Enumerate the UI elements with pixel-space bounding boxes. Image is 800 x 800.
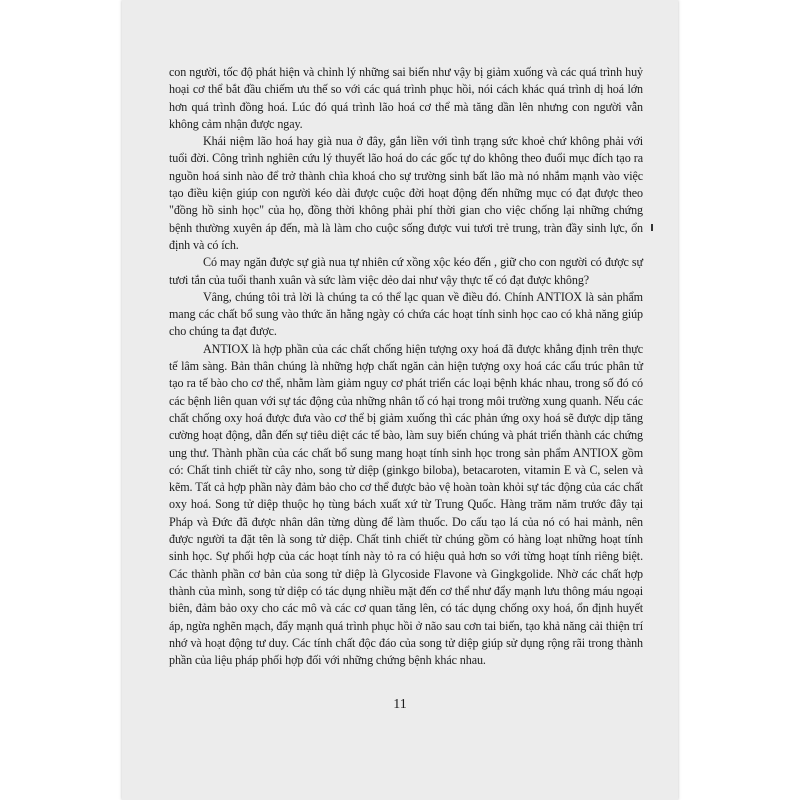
page-body-text [169, 64, 643, 669]
paragraph-1: con người, tốc độ phát hiện và chỉnh lý những sai biến như vậy bị giảm xuống và các quá trình huỷ hoại cơ thể bắt đầu chiếm ưu thế so với các quá trình phục hồi, nói cách khác quá trình dị hoá lớn hơn quá trình đồng hoá. Lúc đó quá trình lão hoá cơ thể mà tăng dần lên nhưng con người vẫn không cảm nhận được ngay. [169, 65, 643, 131]
paragraph-5: ANTIOX là hợp phần của các chất chống hiện tượng oxy hoá đã được khẳng định trên thực tế lâm sàng. Bản thân chúng là những hợp chất ngăn cản hiện tượng oxy hoá các cấu trúc phân tử tạo ra tế bào cho cơ thể, nhằm làm giảm nguy cơ phát triển các loại bệnh khác nhau, trong số đó có các bệnh liên quan với sự tác động của những nhân tố có hại trong môi trường xung quanh. Nếu các chất chống oxy hoá được đưa vào cơ thể bị giảm xuống thì các phản ứng oxy hoá sẽ được dịp tăng cường hoạt động, dẫn đến sự tiêu diệt các tế bào, làm suy biến chúng và phát triển thành các chứng ung thư. Thành phần của các chất bổ sung mang hoạt tính sinh học trong sản phẩm ANTIOX gồm có: Chất tinh chiết từ cây nho, song tử diệp (ginkgo biloba), betacaroten, vitamin E và C, selen và kẽm. Tất cả hợp phần này đảm bảo cho cơ thể được bảo vệ hoàn toàn khỏi sự tác động của các chất oxy hoá. Song tử diệp thuộc họ tùng bách xuất xứ từ Trung Quốc. Hàng trăm năm trước đây tại Pháp và Đức đã được nhân dân từng dùng để làm thuốc. Do cấu tạo lá của nó có hai mảnh, nên được người ta đặt tên là song tử diệp. Chất tinh chiết từ chúng gồm có hàng loạt những hoạt tính sinh học. Sự phối hợp của các hoạt tính này tỏ ra có hiệu quả hơn so với từng hoạt tính riêng biệt. Các thành phần cơ bản của song tử diệp là Glycoside Flavone và Gingkgolide. Nhờ các chất hợp thành của mình, song tử diệp có tác dụng nhiều mặt đến cơ thể như đẩy mạnh lưu thông máu ngoại biên, đảm bảo oxy cho các mô và các cơ quan tăng lên, có tác dụng chống oxy hoá, ổn định huyết áp, ngừa nghẽn mạch, đẩy mạnh quá trình phục hồi ở não sau cơn tai biến, tạo khả năng cải thiện trí nhớ và hoạt động tư duy. Các tính chất độc đáo của song tử diệp giúp sử dụng rộng rãi trong thành phần của liệu pháp phối hợp đối với những chứng bệnh khác nhau. [169, 341, 643, 668]
page-number: 11 [393, 697, 407, 712]
paragraph-2: Khái niệm lão hoá hay già nua ở đây, gắn liền với tình trạng sức khoẻ chứ không phải với tuổi đời. Công trình nghiên cứu lý thuyết lão hoá do các gốc tự do không theo đuổi mục đích tạo ra nguồn hoá sinh nào để trở thành chìa khoá cho sự trường sinh bất lão mà nó nhắm mạnh vào việc tạo điều kiện giúp con người kéo dài được cuộc đời hoạt động đến những mục có đạt được theo "đồng hồ sinh học" của họ, đồng thời không phải phí thời gian cho việc chống lại những chứng bệnh thường xuyên áp đến, mà là làm cho cuộc sống được vui tươi trẻ trung, tràn đầy sinh lực, ổn định và có ích. [169, 134, 643, 252]
paragraph-4: Vâng, chúng tôi trả lời là chúng ta có thể lạc quan về điều đó. Chính ANTIOX là sản phẩm mang các chất bổ sung vào thức ăn hằng ngày có chứa các hoạt tính sinh học cao có khả năng giúp cho chúng ta đạt được. [169, 289, 643, 339]
paragraph-3: Có may ngăn được sự già nua tự nhiên cứ xồng xộc kéo đến , giữ cho con người có được sự tươi tắn của tuổi thanh xuân và sức làm việc dẻo dai như vậy thực tế có đạt được không? [169, 255, 643, 287]
book-page [122, 0, 678, 800]
margin-tick-mark [651, 224, 653, 231]
